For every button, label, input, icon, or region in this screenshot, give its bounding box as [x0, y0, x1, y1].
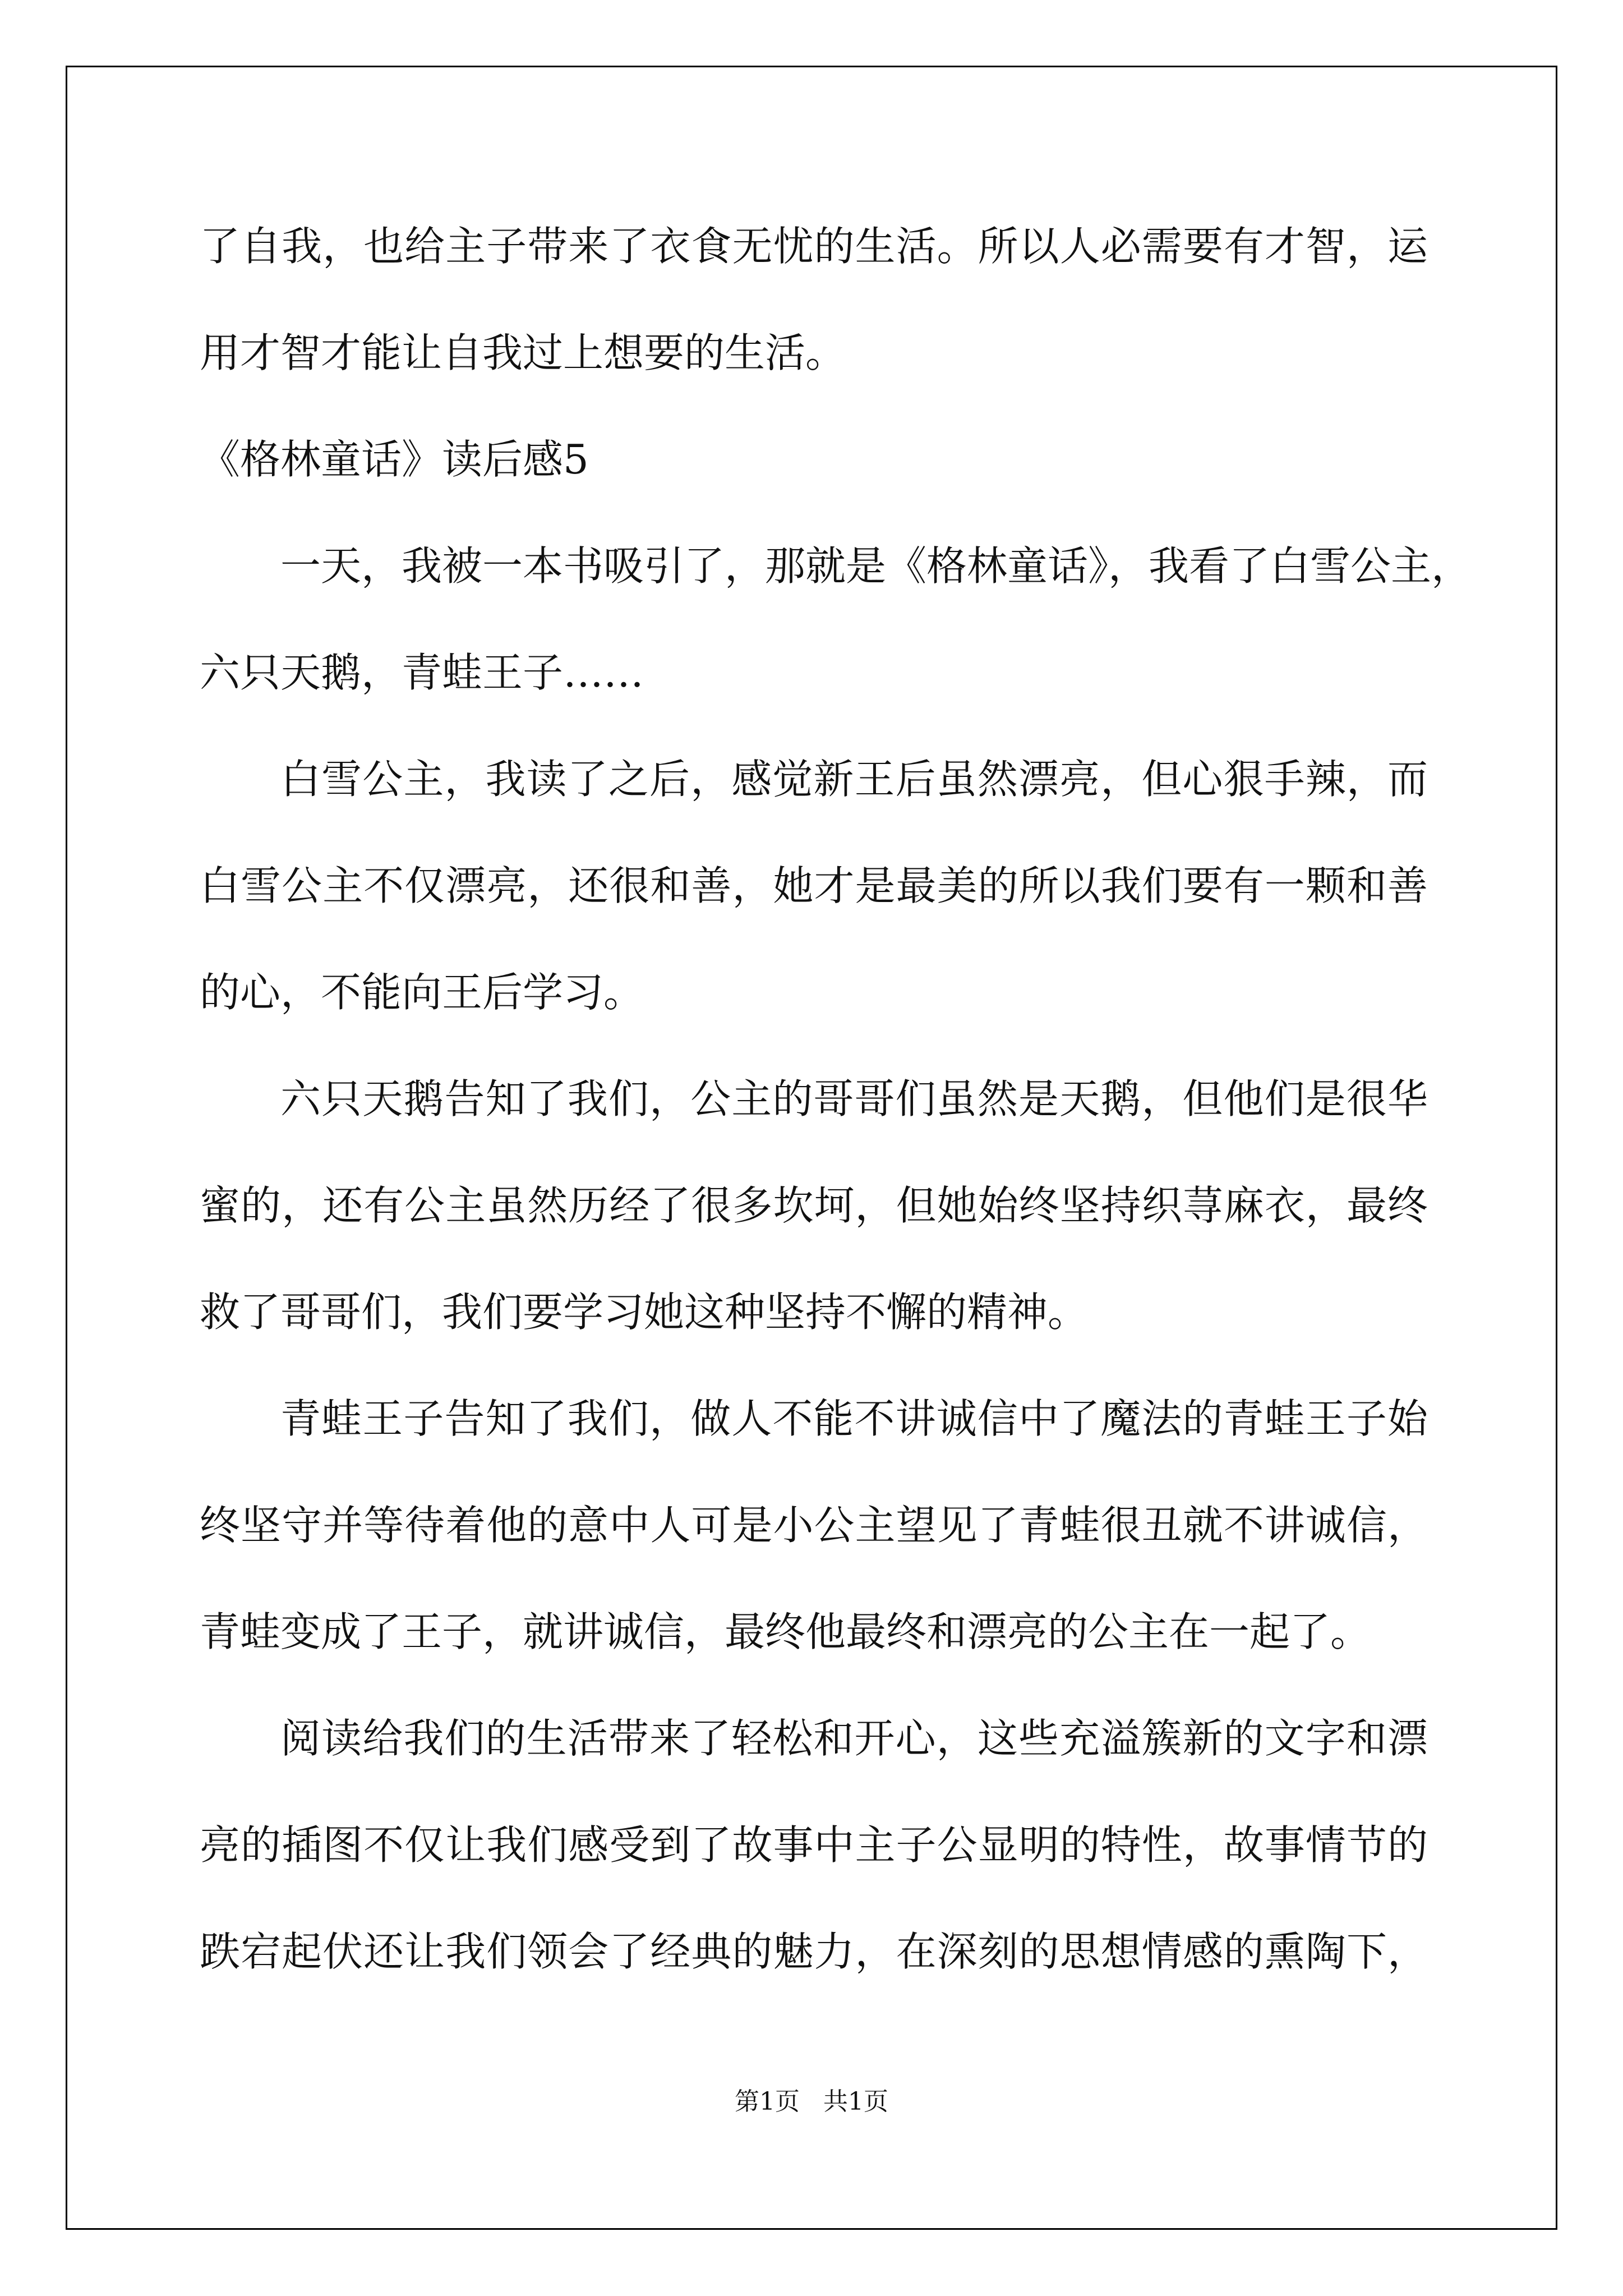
text-line: 亮的插图不仅让我们感受到了故事中主子公显明的特性，故事情节的 [200, 1821, 1428, 1869]
text-line: 用才智才能让自我过上想要的生活。 [200, 329, 846, 376]
page-footer: 第1页 共1页 [735, 2087, 888, 2116]
paragraph-first-line: 阅读给我们的生活带来了轻松和开心，这些充溢簇新的文字和漂 [280, 1715, 1428, 1762]
text-line: 终坚守并等待着他的意中人可是小公主望见了青蛙很丑就不讲诚信， [200, 1502, 1428, 1549]
paragraph-first-line: 六只天鹅告知了我们，公主的哥哥们虽然是天鹅，但他们是很华 [280, 1075, 1428, 1122]
paragraph-first-line: 青蛙王子告知了我们，做人不能不讲诚信中了魔法的青蛙王子始 [280, 1395, 1428, 1442]
text-line: 的心，不能向王后学习。 [200, 969, 644, 1016]
text-line: 救了哥哥们，我们要学习她这种坚持不懈的精神。 [200, 1289, 1089, 1336]
text-line: 蜜的，还有公主虽然历经了很多坎坷，但她始终坚持织荨麻衣，最终 [200, 1182, 1428, 1229]
text-line: 了自我，也给主子带来了衣食无忧的生活。所以人必需要有才智，运 [200, 223, 1428, 270]
paragraph-first-line: 白雪公主，我读了之后，感觉新王后虽然漂亮，但心狠手辣，而 [280, 756, 1428, 803]
document-body [200, 217, 1472, 2028]
section-heading: 《格林童话》读后感5 [200, 436, 589, 483]
text-line: 跌宕起伏还让我们领会了经典的魅力，在深刻的思想情感的熏陶下， [200, 1928, 1428, 1975]
text-line: 青蛙变成了王子，就讲诚信，最终他最终和漂亮的公主在一起了。 [200, 1608, 1371, 1655]
text-line: 六只天鹅，青蛙王子…… [200, 649, 644, 696]
text-line: 白雪公主不仅漂亮，还很和善，她才是最美的所以我们要有一颗和善 [200, 862, 1428, 909]
paragraph-first-line: 一天，我被一本书吸引了，那就是《格林童话》，我看了白雪公主， [280, 542, 1472, 590]
